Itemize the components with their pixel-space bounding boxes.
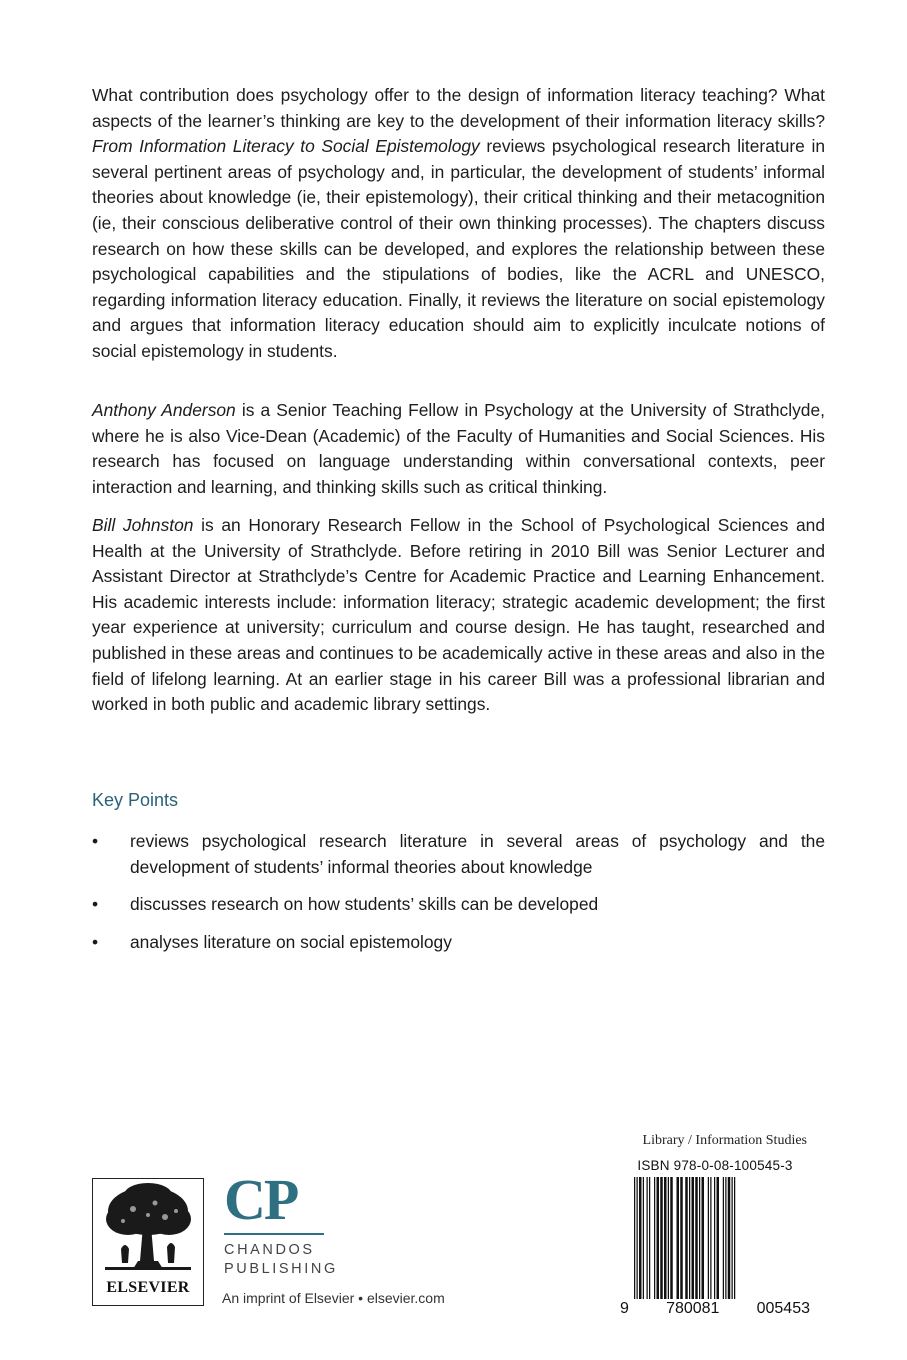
barcode-bar — [657, 1177, 660, 1299]
description-intro: What contribution does psychology offer to the design of information literacy teaching? What aspects of the learner’s thinking are key to the development of their information literacy skills? — [92, 85, 825, 131]
barcode-bar — [732, 1177, 733, 1299]
elsevier-logo — [92, 1178, 204, 1306]
key-point-text: discusses research on how students’ skills can be developed — [130, 894, 599, 915]
barcode-bar — [728, 1177, 731, 1299]
barcode-bar — [670, 1177, 673, 1299]
barcode-bar — [699, 1177, 700, 1299]
barcode-digit-lead: 9 — [620, 1300, 629, 1317]
barcode-bar — [708, 1177, 709, 1299]
author-bio-anderson — [92, 398, 825, 500]
description-body: reviews psychological research literature in several pertinent areas of psychology and, in particular, the development of students’ informal theories about knowledge (ie, their epistemology), their critical thinking and their metacognition (ie, their conscious deliberative control of their own thinking processes). The chapters discuss research on how these skills can be developed, and explores the relationship between these psychological capabilities and the stipulations of bodies, like the ACRL and UNESCO, regarding information literacy education. Finally, it reviews the literature on social epistemology and argues that information literacy education should aim to explicitly inculcate notions of social epistemology in students. — [92, 136, 825, 361]
book-title: From Information Literacy to Social Epistemology — [92, 136, 480, 157]
bullet-icon: • — [92, 831, 99, 851]
barcode-bar — [714, 1177, 715, 1299]
barcode-bar — [717, 1177, 720, 1299]
bullet-icon: • — [92, 931, 99, 952]
barcode-bar — [680, 1177, 683, 1299]
barcode-bar — [685, 1177, 688, 1299]
chandos-wordmark — [224, 1241, 338, 1279]
key-point-text: reviews psychological research literature in several areas of psychology and the development of students’ informal theories about knowledge — [130, 831, 825, 877]
description-paragraph — [92, 83, 825, 365]
barcode-digit-group-left: 780081 — [666, 1300, 720, 1317]
barcode-bar — [723, 1177, 724, 1299]
author-bio-anderson-text: is a Senior Teaching Fellow in Psychology at the University of Strathclyde, where he is also Vice-Dean (Academic) of the Faculty of Humanities and Social Sciences. His research has focused on language understanding within conversational contexts, peer interaction and learning, and thinking skills such as critical thinking. — [92, 400, 825, 497]
barcode-bar — [660, 1177, 663, 1299]
barcode-bar — [734, 1177, 735, 1299]
publishing-line: PUBLISHING — [224, 1261, 338, 1277]
key-point-text: analyses literature on social epistemology — [130, 931, 452, 952]
barcode-bar — [710, 1177, 711, 1299]
barcode-bar — [725, 1177, 726, 1299]
imprint-line: An imprint of Elsevier • elsevier.com — [222, 1290, 445, 1306]
barcode-bar — [634, 1177, 635, 1299]
chandos-line: CHANDOS — [224, 1242, 315, 1258]
barcode-bar — [702, 1177, 705, 1299]
author-name-johnston: Bill Johnston — [92, 515, 194, 535]
chandos-logo-rule — [224, 1233, 324, 1235]
isbn-label: ISBN 978-0-08-100545-3 — [637, 1158, 793, 1173]
barcode-bar — [692, 1177, 695, 1299]
barcode-bar — [637, 1177, 638, 1299]
barcode-bar — [668, 1177, 669, 1299]
isbn-barcode — [620, 1177, 810, 1307]
author-bio-johnston — [92, 513, 825, 718]
barcode-bar — [643, 1177, 644, 1299]
bullet-icon: • — [92, 894, 99, 915]
elsevier-tree-icon — [93, 1181, 203, 1276]
key-points-list — [92, 829, 825, 967]
barcode-bar — [649, 1177, 650, 1299]
key-point-item — [92, 892, 825, 918]
key-point-item — [92, 829, 825, 880]
barcode-digits — [620, 1300, 810, 1318]
key-points-heading: Key Points — [92, 790, 179, 810]
subject-category: Library / Information Studies — [642, 1133, 807, 1148]
barcode-bar — [689, 1177, 690, 1299]
barcode-bar — [664, 1177, 667, 1299]
barcode-bar — [647, 1177, 648, 1299]
key-point-item — [92, 930, 825, 956]
barcode-bar — [639, 1177, 642, 1299]
barcode-bar — [695, 1177, 698, 1299]
author-bio-johnston-text: is an Honorary Research Fellow in the School of Psychological Sciences and Health at the University of Strathclyde. Before retiring in 2010 Bill was Senior Lecturer and Assistant Director at Strathclyde’s Centre for Academic Practice and Learning Enhancement. His academic interests include: information literacy; strategic academic development; the first year experience at university; curriculum and course design. He has taught, researched and published in these areas and continues to be academically active in these areas and also in the field of lifelong learning. At an earlier stage in his career Bill was a professional librarian and worked in both public and academic library settings. — [92, 515, 825, 715]
chandos-cp-logo: CP — [224, 1167, 298, 1232]
elsevier-wordmark: ELSEVIER — [106, 1279, 190, 1296]
barcode-bar — [654, 1177, 655, 1299]
barcode-digit-group-right: 005453 — [756, 1300, 810, 1317]
barcode-bar — [677, 1177, 680, 1299]
author-name-anderson: Anthony Anderson — [92, 400, 236, 420]
